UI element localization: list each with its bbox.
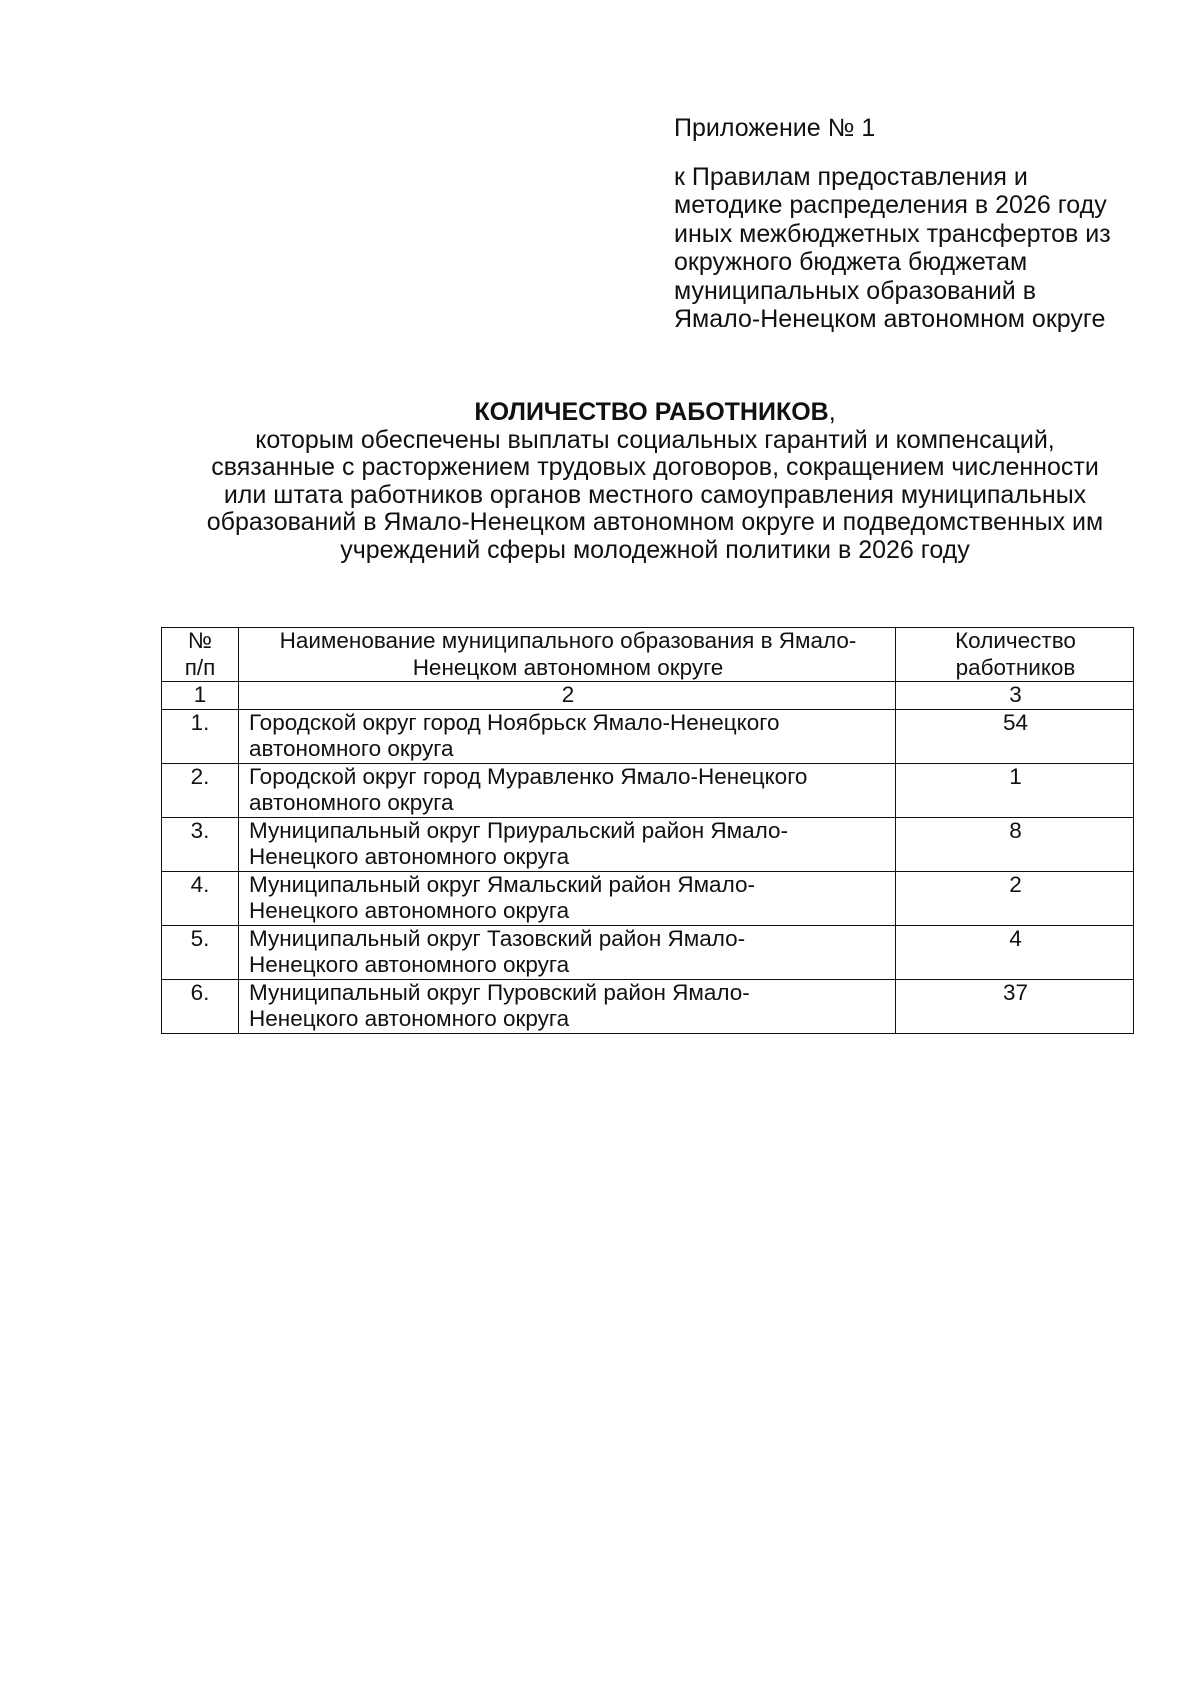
row-name-line: Ненецкого автономного округа [249,844,570,869]
row-count-cell: 8 [896,817,1134,871]
appendix-reference-line: Ямало-Ненецком автономном округе [674,305,1106,333]
row-num-cell: 4. [162,871,239,925]
row-name-line: Муниципальный округ Тазовский район Ямало- [249,925,746,951]
header-count-line: работников [955,654,1076,680]
row-num-cell: 1. [162,709,239,763]
appendix-reference-line: методике распределения в 2026 году [674,191,1107,219]
employees-table [161,627,1134,1034]
document-subtitle-line: или штата работников органов местного самоуправления муниципальных [223,480,1087,509]
document-subtitle [160,427,1150,565]
header-count-cell [896,628,1134,682]
table-row [162,925,1134,979]
header-name-cell [239,628,896,682]
header-name-line: Ненецком автономном округе [412,654,724,680]
row-name-line: Городской округ город Ноябрьск Ямало-Ненецкого [249,709,780,735]
row-name-line: Муниципальный округ Приуральский район Ямало- [249,817,789,843]
row-count-cell: 4 [896,925,1134,979]
document-title-text: КОЛИЧЕСТВО РАБОТНИКОВ [474,398,829,426]
table-row [162,871,1134,925]
header-num-line: п/п [184,654,216,680]
header-num-cell [162,628,239,682]
row-count-cell: 1 [896,763,1134,817]
row-name-cell [239,925,896,979]
appendix-reference [674,163,1154,334]
table-row [162,763,1134,817]
appendix-reference-line: иных межбюджетных трансфертов из [674,219,1111,248]
appendix-block [674,114,1154,334]
header-count-line: Количество [955,628,1076,653]
document-title-suffix: , [828,398,836,426]
row-count-cell: 54 [896,709,1134,763]
document-subtitle-line: связанные с расторжением трудовых договоров, сокращением численности [211,453,1099,481]
row-count-cell: 2 [896,871,1134,925]
row-name-cell [239,871,896,925]
appendix-reference-line: окружного бюджета бюджетам [674,248,1028,276]
appendix-reference-line: к Правилам предоставления и [674,162,1028,191]
column-index-cell: 3 [896,682,1134,710]
document-subtitle-line: которым обеспечены выплаты социальных гарантий и компенсаций, [255,425,1055,454]
row-name-line: Муниципальный округ Пуровский район Ямало- [249,979,750,1005]
row-name-line: Ненецкого автономного округа [249,898,570,923]
row-num-cell: 6. [162,979,239,1033]
row-name-line: Муниципальный округ Ямальский район Ямало- [249,871,755,897]
table-row [162,979,1134,1033]
row-name-line: Ненецкого автономного округа [249,952,570,977]
document-subtitle-line: учреждений сферы молодежной политики в 2026 году [340,535,970,564]
row-num-cell: 2. [162,763,239,817]
row-name-line: автономного округа [249,736,454,761]
row-name-cell [239,763,896,817]
appendix-number: Приложение № 1 [674,114,876,142]
row-name-line: Ненецкого автономного округа [249,1006,570,1031]
table-row [162,817,1134,871]
header-num-line: № [187,628,213,653]
row-name-cell [239,817,896,871]
row-num-cell: 5. [162,925,239,979]
document-title-block [160,399,1150,564]
table-row [162,709,1134,763]
row-count-cell: 37 [896,979,1134,1033]
row-name-line: автономного округа [249,790,454,815]
column-index-cell: 1 [162,682,239,710]
row-name-cell [239,709,896,763]
row-num-cell: 3. [162,817,239,871]
document-subtitle-line: образований в Ямало-Ненецком автономном округе и подведомственных им [206,508,1104,536]
table-header-row [162,628,1134,682]
row-name-line: Городской округ город Муравленко Ямало-Ненецкого [249,763,808,789]
document-title [160,399,1150,427]
column-index-cell: 2 [239,682,896,710]
row-name-cell [239,979,896,1033]
table-column-index-row [162,682,1134,710]
header-name-line: Наименование муниципального образования в Ямало- [279,628,857,653]
appendix-reference-line: муниципальных образований в [674,276,1036,305]
